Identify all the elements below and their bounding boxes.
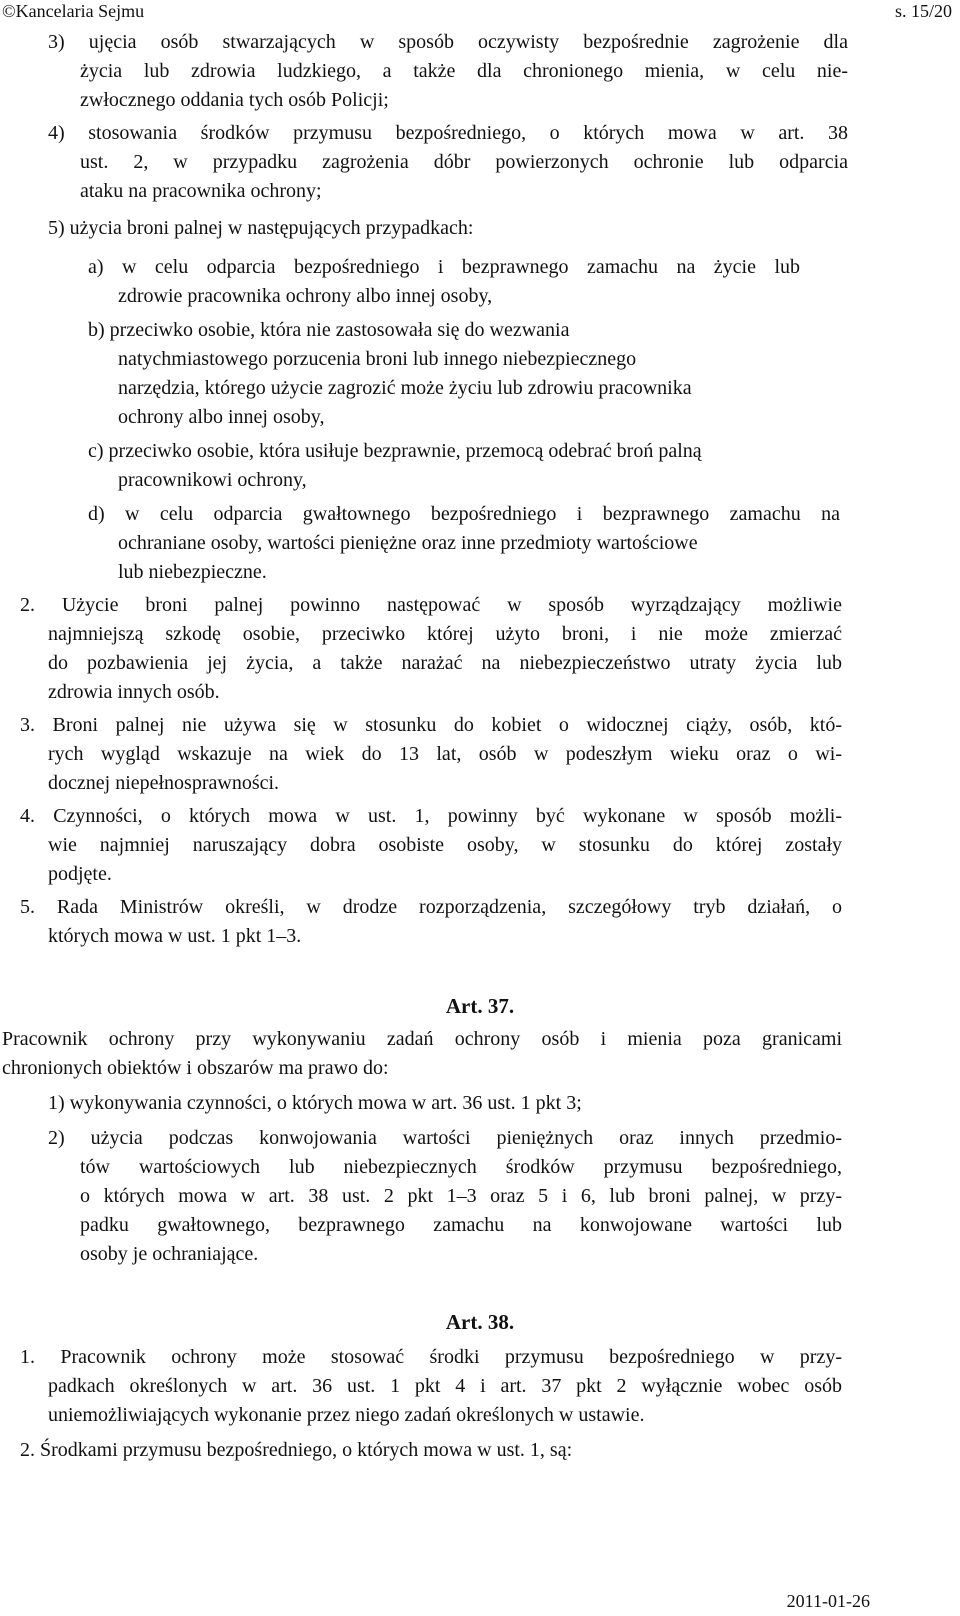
text-line: padku gwałtownego, bezprawnego zamachu na konwojowane wartości lub	[80, 1214, 842, 1236]
text-line: 3. Broni palnej nie używa się w stosunku do kobiet o widocznej ciąży, osób, któ-	[20, 714, 842, 736]
text-line: 4) stosowania środków przymusu bezpośredniego, o których mowa w art. 38	[48, 122, 848, 144]
text-line: ust. 2, w przypadku zagrożenia dóbr powierzonych ochronie lub odparcia	[80, 151, 848, 173]
text-line: życia lub zdrowia ludzkiego, a także dla chronionego mienia, w celu nie-	[80, 60, 848, 82]
text-line: a) w celu odparcia bezpośredniego i bezprawnego zamachu na życie lub	[88, 256, 800, 278]
footer-date: 2011-01-26	[786, 1591, 870, 1611]
text-line: zdrowia innych osób.	[48, 681, 220, 703]
text-line: osoby je ochraniające.	[80, 1243, 259, 1265]
article-heading: Art. 37.	[445, 994, 515, 1018]
article-heading: Art. 38.	[445, 1310, 515, 1334]
text-line: ochrony albo innej osoby,	[118, 406, 325, 428]
header-source: ©Kancelaria Sejmu	[2, 1, 145, 21]
text-line: d) w celu odparcia gwałtownego bezpośredniego i bezprawnego zamachu na	[88, 503, 840, 525]
text-line: wie najmniej naruszający dobra osobiste osoby, w stosunku do której zostały	[48, 834, 842, 856]
text-line: podjęte.	[48, 863, 112, 885]
text-line: 2. Użycie broni palnej powinno następować w sposób wyrządzający możliwie	[20, 594, 842, 616]
text-line: 1. Pracownik ochrony może stosować środki przymusu bezpośredniego w przy-	[20, 1346, 842, 1368]
text-line: Pracownik ochrony przy wykonywaniu zadań ochrony osób i mienia poza granicami	[2, 1028, 842, 1050]
text-line: natychmiastowego porzucenia broni lub innego niebezpiecznego	[118, 348, 637, 370]
header-page-number: s. 15/20	[894, 1, 952, 21]
text-line: 5) użycia broni palnej w następujących przypadkach:	[48, 217, 474, 239]
text-line: b) przeciwko osobie, która nie zastosowała się do wezwania	[88, 319, 570, 341]
text-line: ataku na pracownika ochrony;	[80, 180, 322, 202]
text-line: których mowa w ust. 1 pkt 1–3.	[48, 925, 302, 947]
text-line: 2. Środkami przymusu bezpośredniego, o których mowa w ust. 1, są:	[20, 1439, 573, 1461]
text-line: 4. Czynności, o których mowa w ust. 1, powinny być wykonane w sposób możli-	[20, 805, 842, 827]
text-line: pracownikowi ochrony,	[118, 469, 307, 491]
text-line: ochraniane osoby, wartości pieniężne oraz inne przedmioty wartościowe	[118, 532, 698, 554]
text-line: do pozbawienia jej życia, a także narażać na niebezpieczeństwo utraty życia lub	[48, 652, 842, 674]
text-line: uniemożliwiających wykonanie przez niego zadań określonych w ustawie.	[48, 1404, 645, 1426]
text-line: o których mowa w art. 38 ust. 2 pkt 1–3 oraz 5 i 6, lub broni palnej, w przy-	[80, 1185, 842, 1207]
text-line: 1) wykonywania czynności, o których mowa w art. 36 ust. 1 pkt 3;	[48, 1092, 582, 1114]
text-line: najmniejszą szkodę osobie, przeciwko której użyto broni, i nie może zmierzać	[48, 623, 842, 645]
text-line: 5. Rada Ministrów określi, w drodze rozporządzenia, szczegółowy tryb działań, o	[20, 896, 842, 918]
text-line: 2) użycia podczas konwojowania wartości pieniężnych oraz innych przedmio-	[48, 1127, 842, 1149]
text-line: docznej niepełnosprawności.	[48, 772, 280, 794]
text-line: c) przeciwko osobie, która usiłuje bezprawnie, przemocą odebrać broń palną	[88, 440, 702, 462]
text-line: tów wartościowych lub niebezpiecznych środków przymusu bezpośredniego,	[80, 1156, 842, 1178]
text-line: 3) ujęcia osób stwarzających w sposób oczywisty bezpośrednie zagrożenie dla	[48, 31, 848, 53]
text-line: rych wygląd wskazuje na wiek do 13 lat, osób w podeszłym wieku oraz o wi-	[48, 743, 842, 765]
text-line: narzędzia, którego użycie zagrozić może życiu lub zdrowiu pracownika	[118, 377, 692, 399]
text-line: zwłocznego oddania tych osób Policji;	[80, 89, 389, 111]
text-line: lub niebezpieczne.	[118, 561, 267, 583]
text-line: padkach określonych w art. 36 ust. 1 pkt 4 i art. 37 pkt 2 wyłącznie wobec osób	[48, 1375, 842, 1397]
text-line: chronionych obiektów i obszarów ma prawo do:	[2, 1057, 389, 1079]
text-line: zdrowie pracownika ochrony albo innej osoby,	[118, 285, 493, 307]
